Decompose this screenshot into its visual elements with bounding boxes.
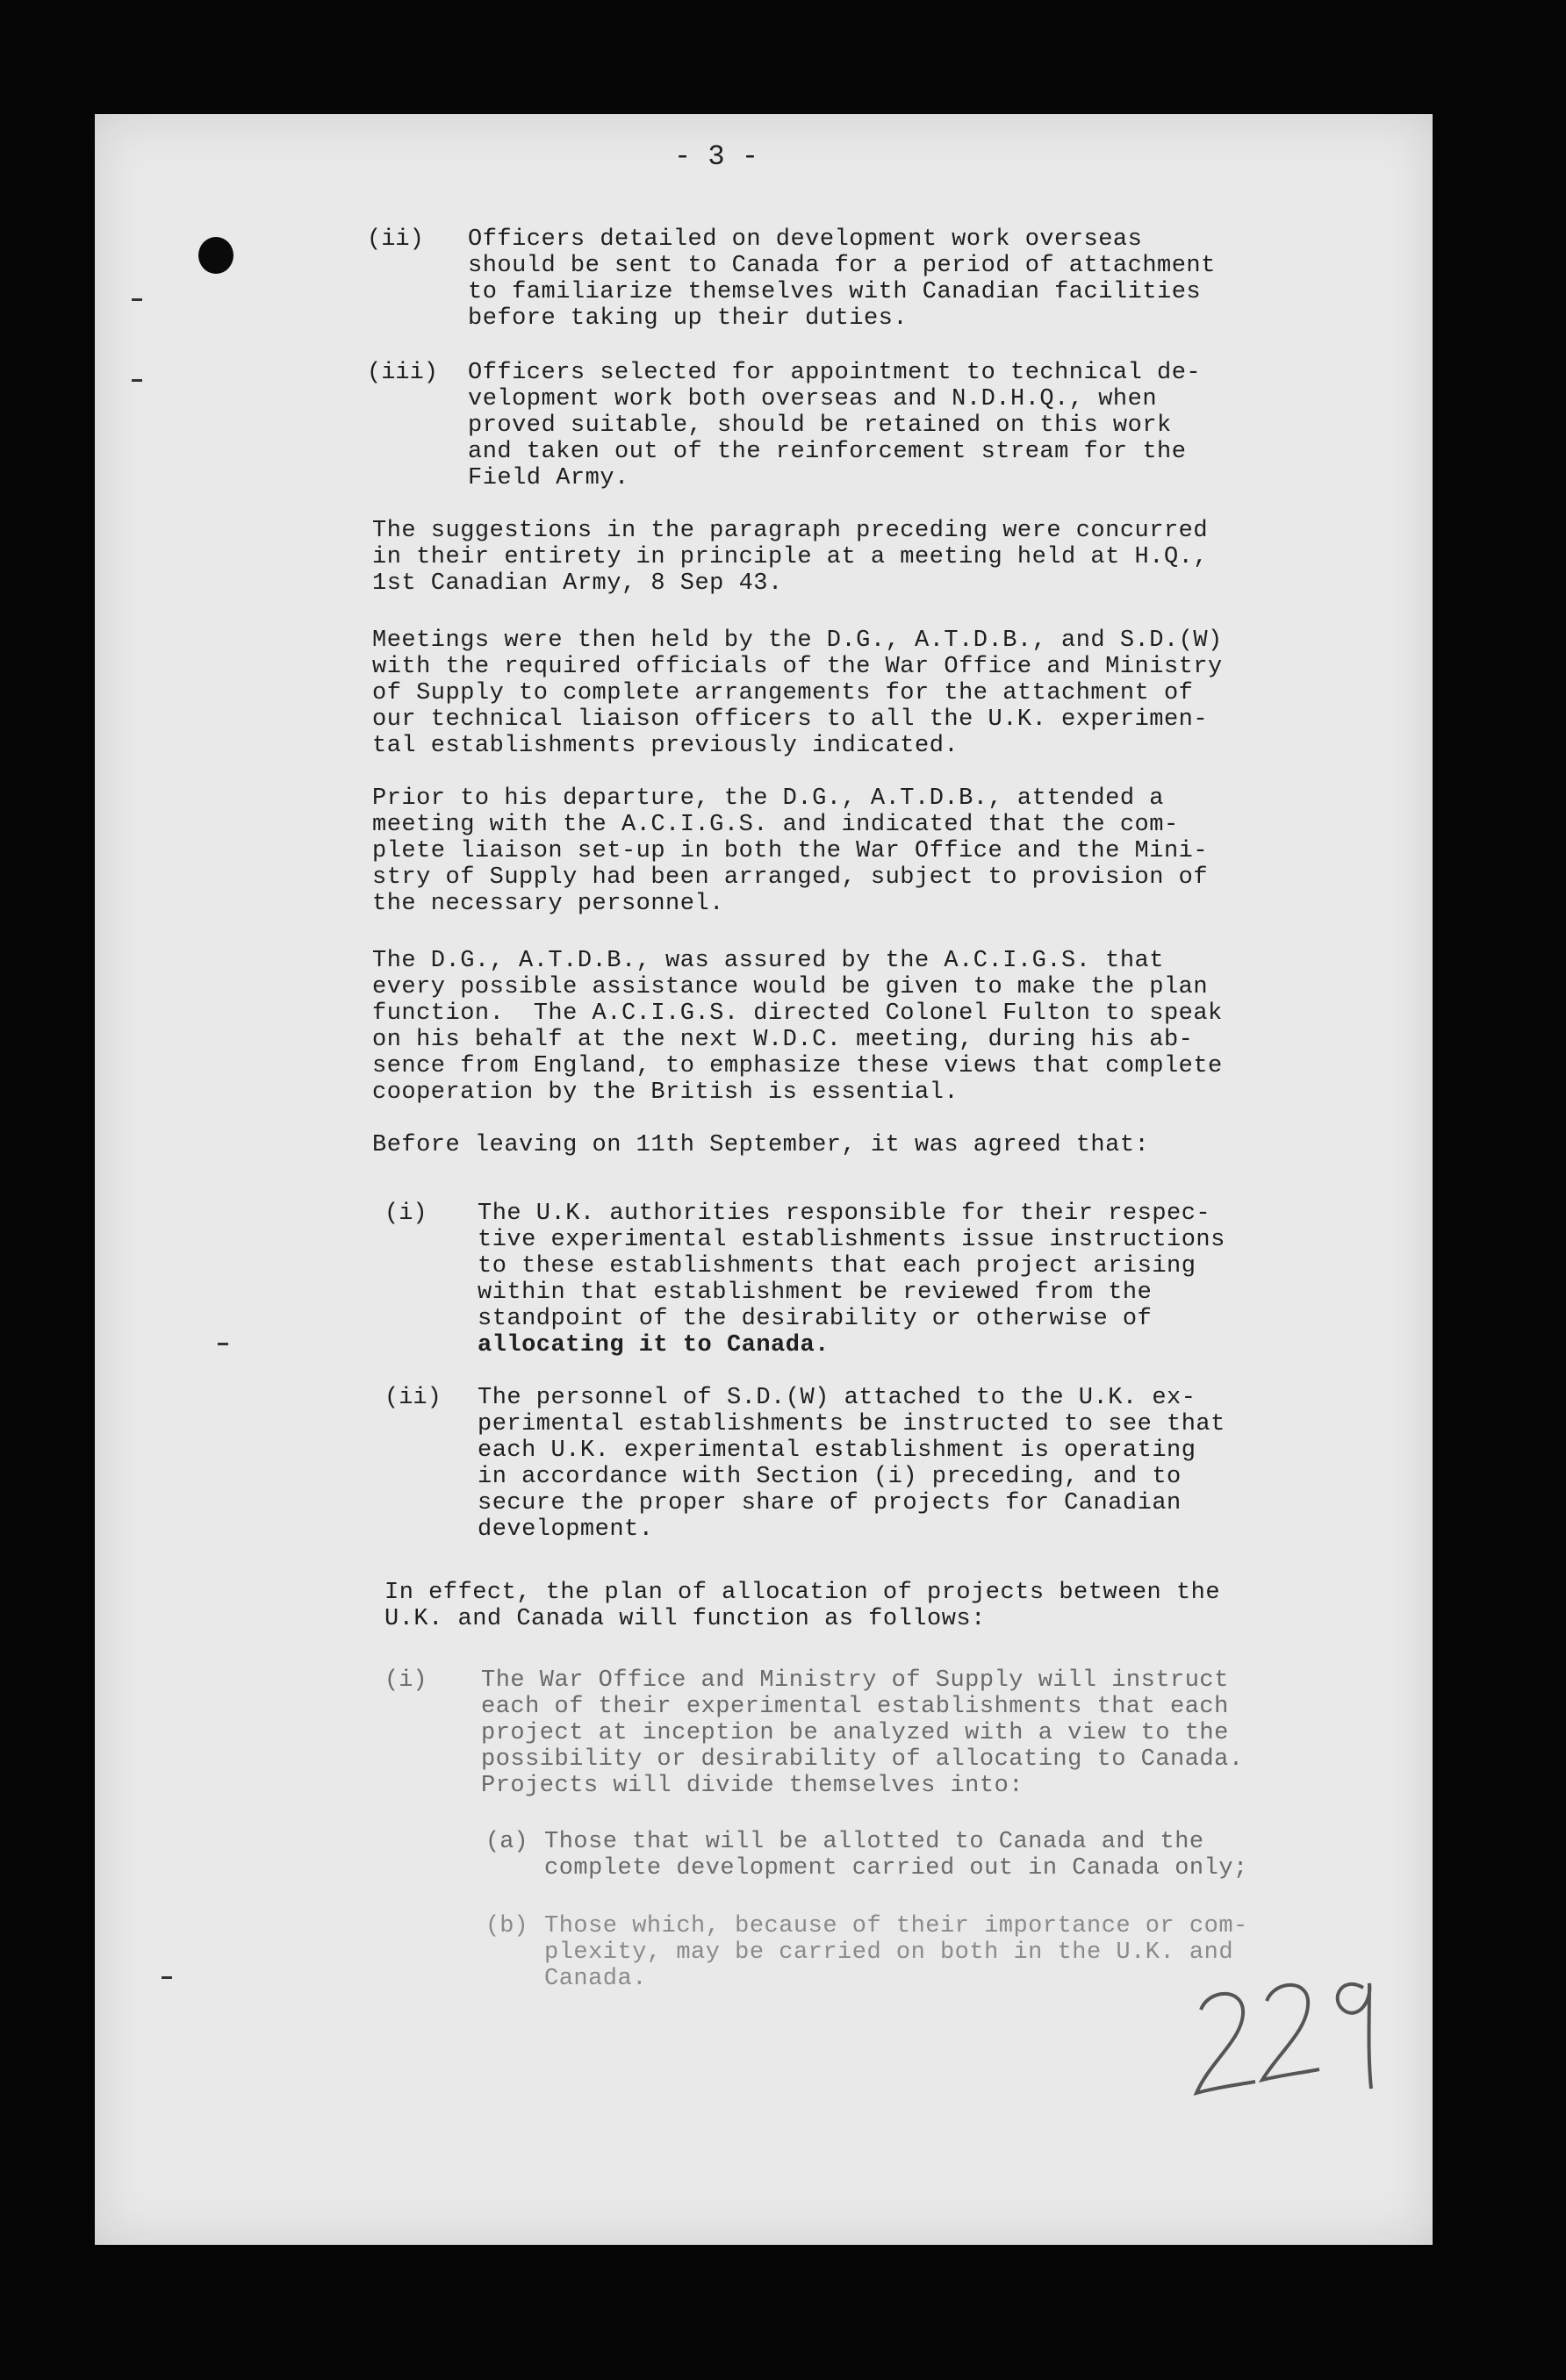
- text-line: The U.K. authorities responsible for their respec-: [478, 1201, 1211, 1227]
- text-line: stry of Supply had been arranged, subject to provision of: [372, 864, 1209, 891]
- text-line: of Supply to complete arrangements for the attachment of: [372, 680, 1194, 706]
- text-line: perimental establishments be instructed to see that: [478, 1411, 1225, 1437]
- text-line: and taken out of the reinforcement stream for the: [468, 439, 1187, 465]
- text-line: possibility or desirability of allocating to Canada.: [481, 1746, 1244, 1773]
- text-line: standpoint of the desirability or otherwise of: [478, 1306, 1153, 1332]
- item-label: (ii): [384, 1385, 442, 1411]
- text-line: tive experimental establishments issue instructions: [478, 1227, 1225, 1253]
- page-number: - 3 -: [674, 140, 759, 173]
- item-text: [478, 1201, 1225, 1358]
- text-line: tal establishments previously indicated.: [372, 733, 959, 759]
- margin-mark: [132, 379, 142, 382]
- text-line: on his behalf at the next W.D.C. meeting, during his ab-: [372, 1027, 1194, 1053]
- text-line: Field Army.: [468, 465, 629, 491]
- margin-mark: [162, 1976, 172, 1979]
- text-line: development.: [478, 1516, 654, 1543]
- paragraph: [372, 948, 1223, 1106]
- item-text: [468, 360, 1201, 491]
- paragraph: [384, 1580, 1220, 1632]
- text-line: allocating it to Canada.: [478, 1332, 830, 1358]
- text-line: secure the proper share of projects for Canadian: [478, 1490, 1182, 1516]
- item-text: [468, 226, 1216, 332]
- text-line: In effect, the plan of allocation of projects between the: [384, 1580, 1221, 1606]
- item-label: (ii): [367, 226, 424, 253]
- text-line: in their entirety in principle at a meeting held at H.Q.,: [372, 544, 1209, 570]
- margin-mark: [132, 298, 142, 301]
- item-label: (a): [485, 1829, 528, 1855]
- text-line: to these establishments that each project arising: [478, 1253, 1196, 1280]
- text-line: Officers selected for appointment to technical de-: [468, 360, 1202, 386]
- text-line: The D.G., A.T.D.B., was assured by the A.C.I.G.S. that: [372, 948, 1164, 974]
- text-line: should be sent to Canada for a period of attachment: [468, 253, 1216, 279]
- text-line: complete development carried out in Canada only;: [544, 1855, 1248, 1882]
- paragraph: [372, 518, 1208, 597]
- text-line: meeting with the A.C.I.G.S. and indicated that the com-: [372, 812, 1179, 838]
- text-line: plexity, may be carried on both in the U.K. and: [544, 1939, 1234, 1966]
- document-page: [95, 114, 1433, 2245]
- text-line: to familiarize themselves with Canadian facilities: [468, 279, 1202, 305]
- text-line: 1st Canadian Army, 8 Sep 43.: [372, 570, 783, 597]
- text-line: velopment work both overseas and N.D.H.Q., when: [468, 386, 1158, 412]
- text-line: function. The A.C.I.G.S. directed Colonel Fulton to speak: [372, 1000, 1223, 1027]
- text-line: The War Office and Ministry of Supply will instruct: [481, 1667, 1229, 1694]
- text-line: The suggestions in the paragraph preceding were concurred: [372, 518, 1209, 544]
- text-line: every possible assistance would be given to make the plan: [372, 974, 1209, 1000]
- item-text: [544, 1829, 1248, 1882]
- text-line: Projects will divide themselves into:: [481, 1773, 1024, 1799]
- text-line: proved suitable, should be retained on this work: [468, 412, 1172, 439]
- text-line: within that establishment be reviewed from the: [478, 1280, 1153, 1306]
- text-line: with the required officials of the War Office and Ministry: [372, 654, 1223, 680]
- text-line: The personnel of S.D.(W) attached to the U.K. ex-: [478, 1385, 1196, 1411]
- text-line: Meetings were then held by the D.G., A.T.D.B., and S.D.(W): [372, 627, 1223, 654]
- text-line: in accordance with Section (i) preceding, and to: [478, 1464, 1182, 1490]
- handwritten-number: [1174, 1939, 1403, 2115]
- item-text: [478, 1385, 1225, 1543]
- text-line: U.K. and Canada will function as follows:: [384, 1606, 986, 1632]
- text-line: project at inception be analyzed with a view to the: [481, 1720, 1229, 1746]
- item-label: (b): [485, 1913, 528, 1939]
- item-label: (iii): [367, 360, 439, 386]
- text-line: plete liaison set-up in both the War Office and the Mini-: [372, 838, 1209, 864]
- text-line: before taking up their duties.: [468, 305, 909, 332]
- paragraph: [372, 785, 1208, 917]
- paragraph: [372, 1132, 1149, 1158]
- text-line: Prior to his departure, the D.G., A.T.D.B., attended a: [372, 785, 1164, 812]
- paragraph: [372, 627, 1223, 759]
- item-text: [481, 1667, 1244, 1799]
- text-line: Canada.: [544, 1966, 647, 1992]
- text-line: each U.K. experimental establishment is operating: [478, 1437, 1196, 1464]
- punch-hole-mark: [198, 237, 233, 274]
- item-text: [544, 1913, 1248, 1992]
- text-line: Before leaving on 11th September, it was agreed that:: [372, 1132, 1150, 1158]
- text-line: each of their experimental establishments that each: [481, 1694, 1229, 1720]
- text-line: Those which, because of their importance or com-: [544, 1913, 1248, 1939]
- item-label: (i): [384, 1201, 427, 1227]
- text-line: cooperation by the British is essential.: [372, 1079, 959, 1106]
- text-line: the necessary personnel.: [372, 891, 724, 917]
- margin-mark: [218, 1343, 228, 1345]
- text-line: sence from England, to emphasize these views that complete: [372, 1053, 1223, 1079]
- item-label: (i): [384, 1667, 427, 1694]
- text-line: our technical liaison officers to all the U.K. experimen-: [372, 706, 1209, 733]
- text-line: Officers detailed on development work overseas: [468, 226, 1143, 253]
- text-line: Those that will be allotted to Canada and the: [544, 1829, 1204, 1855]
